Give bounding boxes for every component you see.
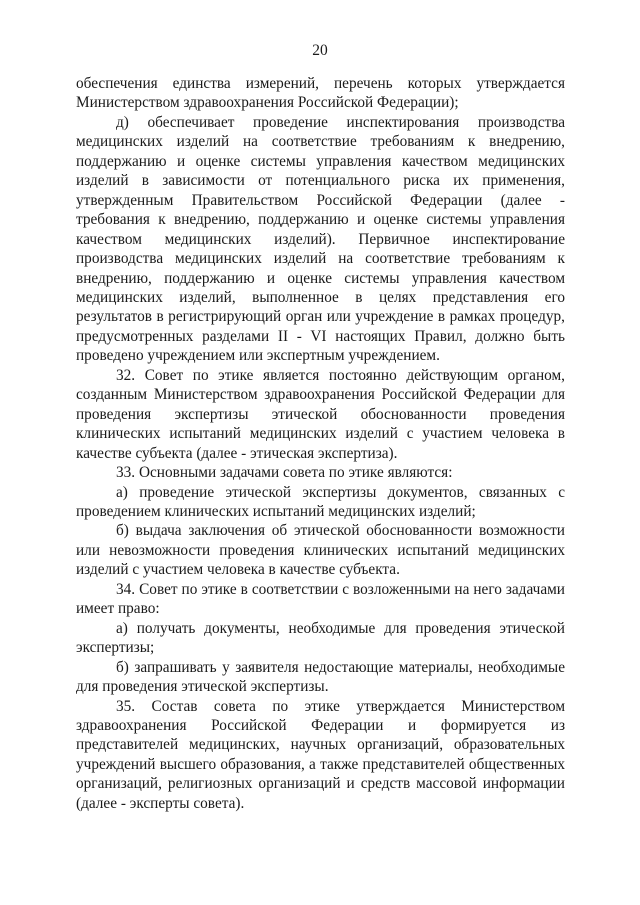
- paragraph-item-d: д) обеспечивает проведение инспектирования производства медицинских изделий на соответствие требованиям к внедрению, поддержанию и оценке системы управления качеством медицинских изделий в зависимости от потенциального риска их применения, утвержденным Правительством Российской Федерации (далее - требования к внедрению, поддержанию и оценке системы управления качеством медицинских изделий). Первичное инспектирование производства медицинских изделий на соответствие требованиям к внедрению, поддержанию и оценке системы управления качеством медицинских изделий, выполненное в целях представления его результатов в регистрирующий орган или учреждение в рамках процедур, предусмотренных разделами II - VI настоящих Правил, должно быть проведено учреждением или экспертным учреждением.: [76, 113, 565, 365]
- paragraph-35: 35. Состав совета по этике утверждается Министерством здравоохранения Российской Федерации и формируется из представителей медицинских, научных организаций, образовательных учреждений высшего образования, а также представителей общественных организаций, религиозных организаций и средств массовой информации (далее - эксперты совета).: [76, 697, 565, 812]
- paragraph-continuation: обеспечения единства измерений, перечень которых утверждается Министерством здравоохранения Российской Федерации);: [76, 75, 565, 112]
- document-body: [76, 74, 565, 813]
- page-number: 20: [312, 42, 328, 59]
- paragraph-33: 33. Основными задачами совета по этике являются:: [116, 464, 453, 482]
- paragraph-34-item-b: б) запрашивать у заявителя недостающие материалы, необходимые для проведения этической экспертизы.: [76, 658, 565, 696]
- paragraph-33-item-a: а) проведение этической экспертизы документов, связанных с проведением клинических испытаний медицинских изделий;: [76, 483, 565, 520]
- paragraph-33-item-b: б) выдача заключения об этической обоснованности возможности или невозможности проведения клинических испытаний медицинских изделий с участием человека в качестве субъекта.: [76, 522, 565, 579]
- paragraph-34: 34. Совет по этике в соответствии с возложенными на него задачами имеет право:: [76, 580, 565, 618]
- paragraph-32: 32. Совет по этике является постоянно действующим органом, созданным Министерством здравоохранения Российской Федерации для проведения экспертизы этической обоснованности проведения клинических испытаний медицинских изделий с участием человека в качестве субъекта (далее - этическая экспертиза).: [76, 366, 565, 462]
- paragraph-34-item-a: а) получать документы, необходимые для проведения этической экспертизы;: [76, 619, 565, 657]
